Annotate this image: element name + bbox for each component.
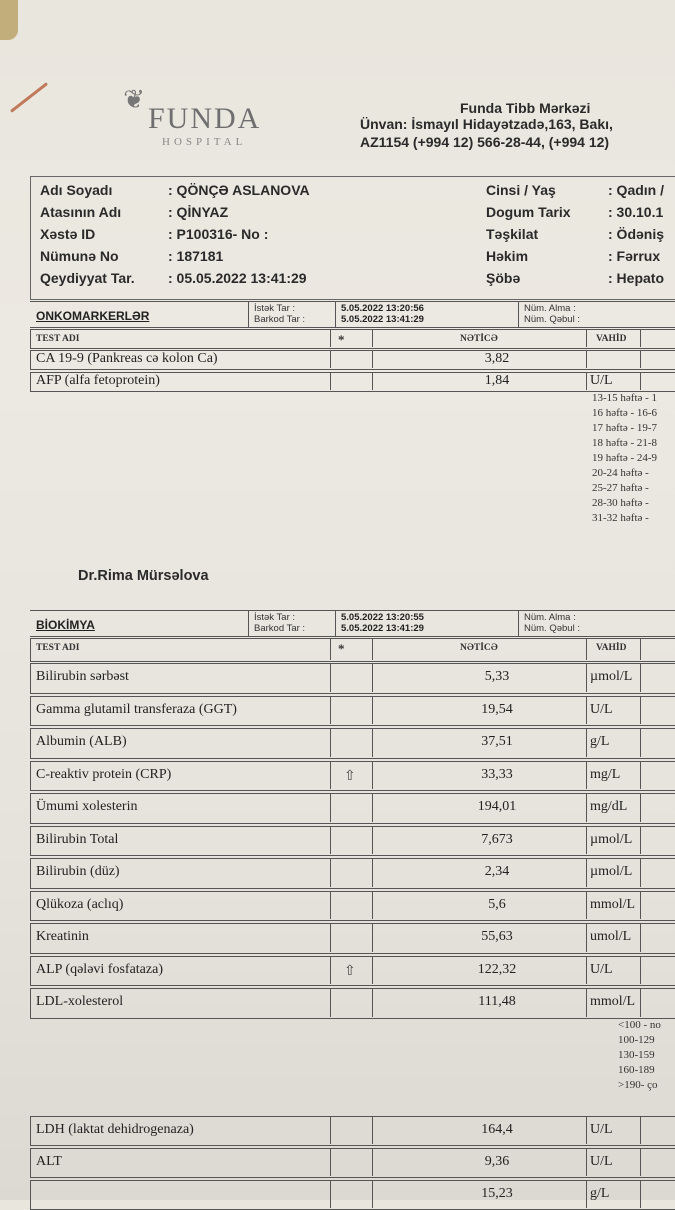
col-divider <box>640 923 641 952</box>
section-top-rule <box>30 301 675 302</box>
col-divider <box>330 638 331 660</box>
num-alma: Nüm. Alma : <box>524 303 576 314</box>
patient-label: Təşkilat <box>486 226 539 242</box>
test-result: 164,4 <box>481 1121 513 1137</box>
test-name: CA 19-9 (Pankreas cə kolon Ca) <box>36 351 218 366</box>
col-divider <box>330 663 331 692</box>
patient-label: Qeydiyyat Tar. <box>40 270 135 286</box>
test-unit: mg/dL <box>590 799 628 814</box>
col-divider <box>330 923 331 952</box>
test-result: 55,63 <box>481 929 513 944</box>
table-row <box>30 858 675 889</box>
address-line-2: AZ1154 (+994 12) 566-28-44, (+994 12) <box>360 134 610 150</box>
patient-value: : Fərrux <box>608 248 661 264</box>
col-divider <box>330 372 331 390</box>
doctor-signature: Dr.Rima Mürsəlova <box>78 568 209 584</box>
patient-label: Cinsi / Yaş <box>486 182 556 198</box>
reference-line: 100-129 <box>618 1033 655 1046</box>
test-result: 9,36 <box>484 1153 510 1169</box>
section-title: ONKOMARKERLƏR <box>36 309 150 323</box>
column-header-row <box>30 329 675 349</box>
test-name: Albumin (ALB) <box>36 734 127 749</box>
istek-value: 5.05.2022 13:20:56 <box>341 303 424 314</box>
col-divider <box>640 1148 641 1176</box>
col-flag-header: * <box>338 641 345 656</box>
section-divider <box>518 610 519 636</box>
patient-value: : 05.05.2022 13:41:29 <box>168 270 307 286</box>
test-unit: U/L <box>590 1153 613 1169</box>
col-divider <box>586 638 587 660</box>
test-unit: g/L <box>590 1185 610 1201</box>
col-divider <box>640 696 641 725</box>
test-name: Ümumi xolesterin <box>36 799 138 814</box>
test-unit: U/L <box>590 1121 613 1137</box>
col-divider <box>330 728 331 757</box>
test-result: 15,23 <box>481 1185 513 1201</box>
patient-label: Adı Soyadı <box>40 182 113 198</box>
col-divider <box>372 826 373 855</box>
test-unit: µmol/L <box>590 669 633 684</box>
col-divider <box>586 956 587 985</box>
col-divider <box>372 372 373 390</box>
test-result: 2,34 <box>484 864 510 879</box>
col-divider <box>330 350 331 368</box>
section-header-rule <box>30 327 675 328</box>
col-divider <box>372 1180 373 1208</box>
patient-value: : 187181 <box>168 248 224 264</box>
table-row <box>30 826 675 857</box>
test-name: ALT <box>36 1153 62 1169</box>
col-divider <box>372 956 373 985</box>
section-divider <box>335 301 336 327</box>
col-divider <box>372 923 373 952</box>
col-divider <box>586 728 587 757</box>
reference-line: <100 - no <box>618 1018 661 1031</box>
col-divider <box>586 761 587 790</box>
num-qebul: Nüm. Qəbul : <box>524 314 580 325</box>
col-divider <box>372 329 373 347</box>
reference-line: 19 həftə - 24-9 <box>592 452 658 464</box>
test-result: 5,6 <box>488 896 506 912</box>
page-corner <box>0 0 18 40</box>
num-alma: Nüm. Alma : <box>524 612 576 623</box>
test-name: Bilirubin sərbəst <box>36 669 129 684</box>
col-divider <box>640 350 641 368</box>
col-divider <box>640 793 641 822</box>
table-row <box>30 1180 675 1210</box>
col-divider <box>330 956 331 985</box>
col-divider <box>640 988 641 1017</box>
test-name: LDL-xolesterol <box>36 994 124 1009</box>
col-result-header: NƏTİCƏ <box>460 334 498 344</box>
pen-mark <box>10 82 48 113</box>
istek-value: 5.05.2022 13:20:55 <box>341 612 424 623</box>
patient-label: Şöbə <box>486 270 521 286</box>
test-result: 1,84 <box>484 373 510 388</box>
test-name: Qlükoza (aclıq) <box>36 896 124 912</box>
col-divider <box>640 1180 641 1208</box>
col-divider <box>372 638 373 660</box>
test-unit: U/L <box>590 961 613 977</box>
table-row <box>30 988 675 1019</box>
up-arrow-icon: ⇧ <box>344 766 356 783</box>
col-unit-header: VAHİD <box>596 643 627 653</box>
column-header-row <box>30 638 675 662</box>
address-line-1: Ünvan: İsmayıl Hidayətzadə,163, Bakı, <box>360 116 613 132</box>
test-name: ALP (qələvi fosfataza) <box>36 961 163 977</box>
reference-line: 130-159 <box>618 1048 655 1061</box>
col-divider <box>372 663 373 692</box>
section-header-rule <box>30 636 675 637</box>
num-qebul: Nüm. Qəbul : <box>524 623 580 634</box>
patient-label: Dogum Tarix <box>486 204 571 220</box>
col-divider <box>586 350 587 368</box>
col-divider <box>330 988 331 1017</box>
test-name: LDH (laktat dehidrogenaza) <box>36 1121 194 1137</box>
logo-word: FUNDA <box>148 102 262 135</box>
section-divider <box>518 301 519 327</box>
reference-line: 20-24 həftə - <box>592 467 649 479</box>
patient-label: Nümunə No <box>40 248 119 264</box>
col-divider <box>640 663 641 692</box>
reference-line: >190- ço <box>618 1078 658 1091</box>
col-divider <box>586 826 587 855</box>
test-result: 111,48 <box>478 994 516 1009</box>
test-result: 194,01 <box>477 799 517 814</box>
reference-line: 28-30 həftə - <box>592 497 649 509</box>
test-result: 122,32 <box>477 961 517 977</box>
patient-value: : Ödəniş <box>608 226 665 242</box>
reference-line: 160-189 <box>618 1063 655 1076</box>
section-divider <box>248 301 249 327</box>
col-divider <box>586 858 587 887</box>
col-divider <box>330 1148 331 1176</box>
col-divider <box>330 329 331 347</box>
col-divider <box>586 329 587 347</box>
col-divider <box>640 858 641 887</box>
patient-value: : Hepato <box>608 270 664 286</box>
patient-value: : 30.10.1 <box>608 204 664 220</box>
section-divider <box>335 610 336 636</box>
test-unit: U/L <box>590 373 613 388</box>
section-top-rule <box>30 610 675 611</box>
col-divider <box>330 858 331 887</box>
patient-label: Həkim <box>486 248 529 264</box>
col-divider <box>330 1180 331 1208</box>
col-divider <box>372 350 373 368</box>
test-result: 37,51 <box>481 734 513 749</box>
test-name: AFP (alfa fetoprotein) <box>36 373 160 388</box>
col-divider <box>372 761 373 790</box>
test-unit: µmol/L <box>590 864 633 879</box>
test-unit: mmol/L <box>590 994 636 1009</box>
col-test-header: TEST ADI <box>36 643 80 653</box>
col-divider <box>586 988 587 1017</box>
test-name: Gamma glutamil transferaza (GGT) <box>36 701 237 717</box>
col-divider <box>330 761 331 790</box>
col-divider <box>586 891 587 920</box>
col-divider <box>586 372 587 390</box>
col-divider <box>330 1116 331 1144</box>
barkod-label: Barkod Tar : <box>254 623 306 634</box>
leaf-icon: ❦ <box>123 85 145 115</box>
col-divider <box>640 372 641 390</box>
col-divider <box>586 793 587 822</box>
reference-line: 17 həftə - 19-7 <box>592 422 658 434</box>
col-test-header: TEST ADI <box>36 334 80 344</box>
col-divider <box>330 891 331 920</box>
hospital-logo <box>112 78 282 158</box>
col-divider <box>586 1116 587 1144</box>
center-name: Funda Tibb Mərkəzi <box>460 100 591 116</box>
col-divider <box>640 761 641 790</box>
patient-value: : QİNYAZ <box>168 204 229 220</box>
col-result-header: NƏTİCƏ <box>460 643 498 653</box>
istek-label: İstək Tar : <box>254 303 296 314</box>
col-divider <box>640 956 641 985</box>
barkod-label: Barkod Tar : <box>254 314 306 325</box>
test-unit: U/L <box>590 701 613 717</box>
test-name: Bilirubin (düz) <box>36 864 120 879</box>
test-result: 33,33 <box>481 766 513 782</box>
table-row <box>30 923 675 954</box>
test-result: 19,54 <box>481 701 513 717</box>
col-divider <box>640 638 641 660</box>
logo-sub: HOSPITAL <box>162 136 247 148</box>
section-divider <box>248 610 249 636</box>
col-divider <box>372 1116 373 1144</box>
table-row <box>30 1148 675 1178</box>
reference-line: 18 həftə - 21-8 <box>592 437 658 449</box>
test-unit: mg/L <box>590 766 621 782</box>
barkod-value: 5.05.2022 13:41:29 <box>341 623 424 634</box>
patient-value: : QÖNÇƏ ASLANOVA <box>168 182 310 198</box>
test-name: Bilirubin Total <box>36 831 119 847</box>
col-unit-header: VAHİD <box>596 334 627 344</box>
col-divider <box>372 696 373 725</box>
patient-label: Atasının Adı <box>40 204 122 220</box>
col-divider <box>372 891 373 920</box>
reference-line: 16 həftə - 16-6 <box>592 407 658 419</box>
col-flag-header: * <box>338 332 345 347</box>
reference-line: 31-32 həftə - <box>592 512 649 524</box>
col-divider <box>640 826 641 855</box>
test-name: C-reaktiv protein (CRP) <box>36 766 172 782</box>
col-divider <box>330 696 331 725</box>
col-divider <box>372 728 373 757</box>
reference-line: 25-27 həftə - <box>592 482 649 494</box>
test-unit: g/L <box>590 734 610 749</box>
istek-label: İstək Tar : <box>254 612 296 623</box>
col-divider <box>640 728 641 757</box>
patient-label: Xəstə ID <box>40 226 96 242</box>
test-name: Kreatinin <box>36 929 89 944</box>
col-divider <box>586 663 587 692</box>
test-result: 7,673 <box>481 831 513 847</box>
patient-value: : Qadın / <box>608 182 664 198</box>
test-unit: umol/L <box>590 929 632 944</box>
col-divider <box>372 1148 373 1176</box>
col-divider <box>640 891 641 920</box>
col-divider <box>372 988 373 1017</box>
col-divider <box>586 1148 587 1176</box>
reference-line: 13-15 həftə - 1 <box>592 392 658 404</box>
col-divider <box>372 793 373 822</box>
col-divider <box>372 858 373 887</box>
test-unit: mmol/L <box>590 896 636 912</box>
col-divider <box>330 793 331 822</box>
barkod-value: 5.05.2022 13:41:29 <box>341 314 424 325</box>
col-divider <box>586 1180 587 1208</box>
col-divider <box>586 923 587 952</box>
test-result: 3,82 <box>484 351 510 366</box>
up-arrow-icon: ⇧ <box>344 961 356 978</box>
col-divider <box>640 329 641 347</box>
table-row <box>30 891 675 922</box>
patient-value: : P100316- No : <box>168 226 269 242</box>
col-divider <box>640 1116 641 1144</box>
test-unit: µmol/L <box>590 831 633 847</box>
col-divider <box>330 826 331 855</box>
test-result: 5,33 <box>484 669 510 684</box>
section-title: BİOKİMYA <box>36 618 95 632</box>
col-divider <box>586 696 587 725</box>
